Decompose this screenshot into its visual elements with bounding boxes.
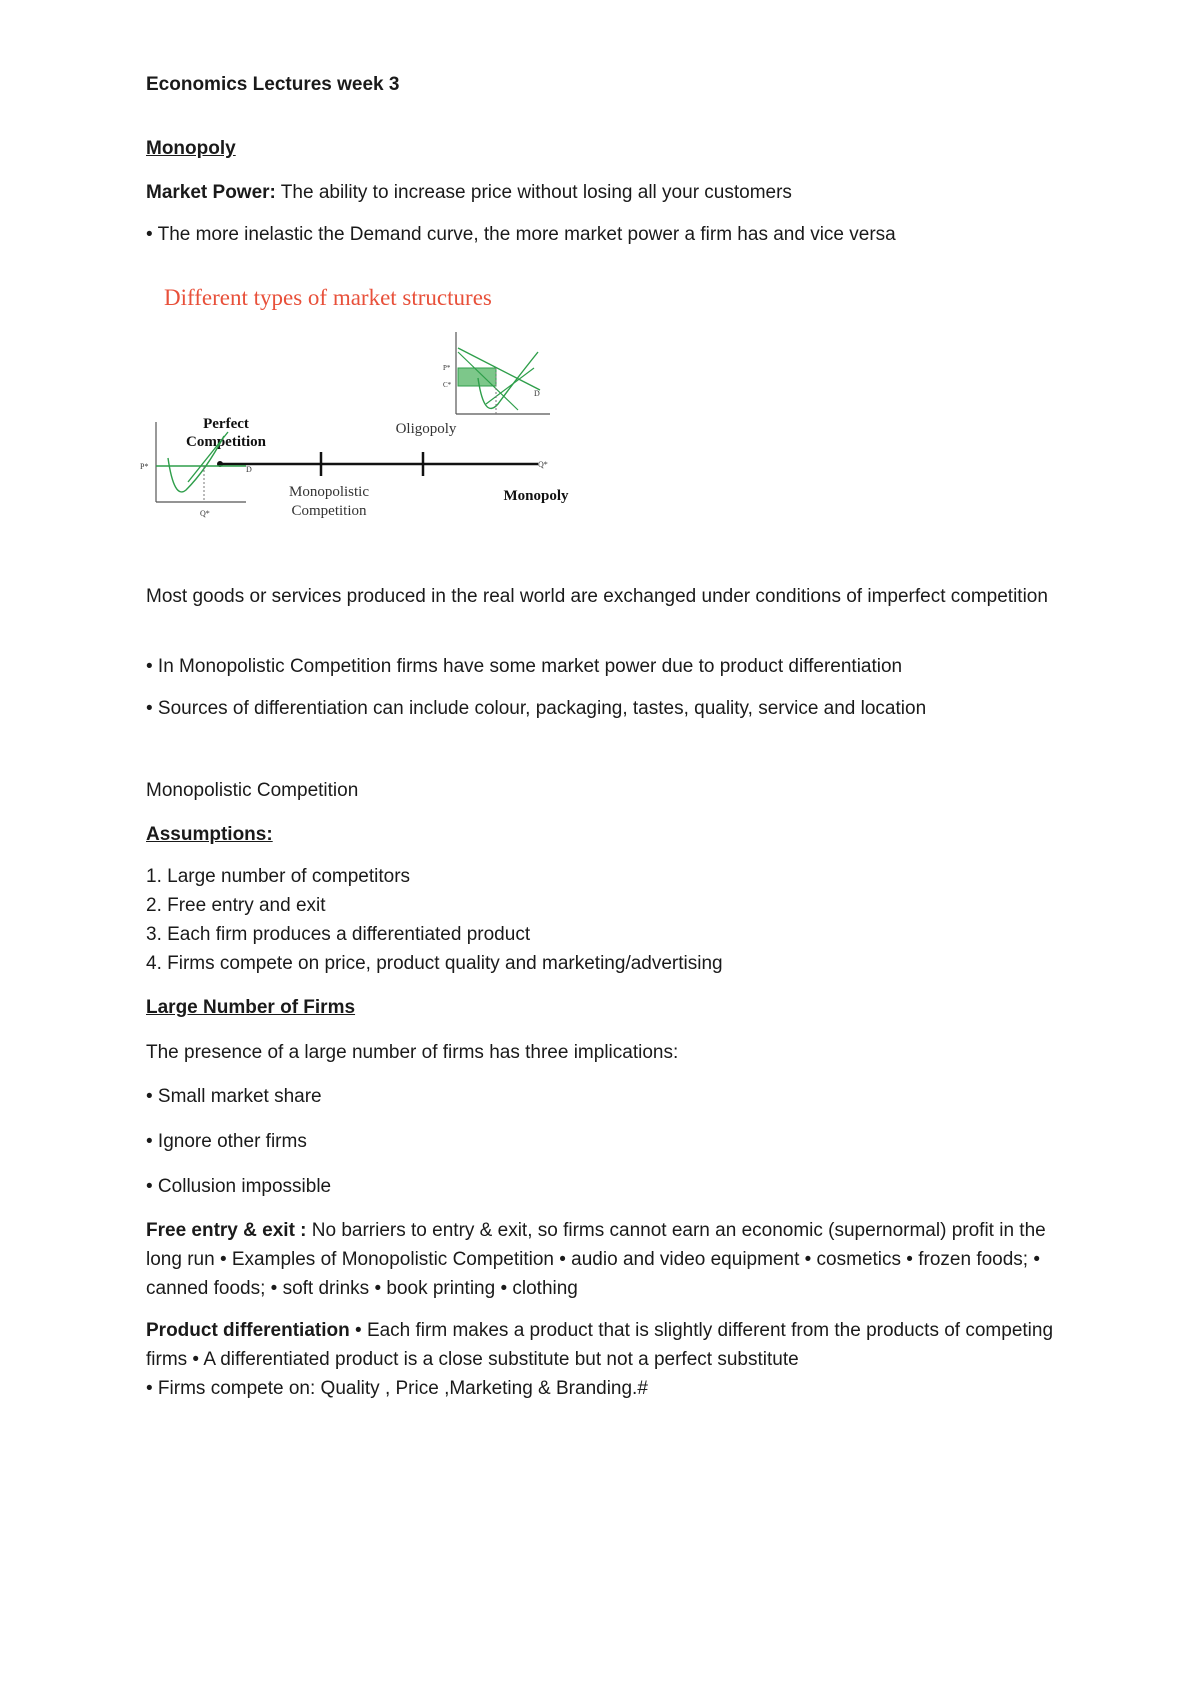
market-power-label: Market Power: — [146, 182, 276, 203]
monopoly-heading: Monopoly — [146, 138, 236, 159]
presence-paragraph: The presence of a large number of firms has three implications: — [146, 1042, 679, 1063]
product-diff-label: Product differentiation — [146, 1320, 350, 1341]
m-c-label: C* — [443, 381, 452, 389]
bullet-inelastic: • The more inelastic the Demand curve, the more market power a firm has and vice versa — [146, 224, 896, 245]
monopolistic-competition-heading: Monopolistic Competition — [146, 780, 359, 801]
bullet-monopolistic-competition: • In Monopolistic Competition firms have some market power due to product differentiation — [146, 656, 903, 677]
large-number-heading: Large Number of Firms — [146, 997, 356, 1018]
product-differentiation-paragraph — [146, 1316, 1076, 1374]
free-entry-text: No barriers to entry & exit, so firms cannot earn an economic (supernormal) profit in the long run • Examples of Monopolistic Competition • audio and video equipment • cosmetics • frozen foods; • canned foods; • soft drinks • book printing • clothing — [146, 1220, 1046, 1299]
m-q-label: Q* — [538, 460, 548, 469]
market-structures-diagram — [140, 270, 616, 570]
label-monopolistic: Monopolistic — [288, 484, 370, 500]
label-monopoly: Monopoly — [503, 488, 569, 504]
document-header: Economics Lectures week 3 — [146, 74, 400, 95]
implication-item: • Collusion impossible — [146, 1176, 332, 1197]
imperfect-competition-paragraph: Most goods or services produced in the real world are exchanged under conditions of imperfect competition — [146, 586, 1048, 607]
pc-p-label: P* — [140, 462, 149, 471]
label-perfect-competition: Competition — [186, 434, 266, 450]
label-monopolistic-competition: Competition — [291, 503, 367, 519]
assumption-item: 3. Each firm produces a differentiated product — [146, 924, 531, 945]
label-oligopoly: Oligopoly — [395, 421, 457, 437]
monopoly-graph — [443, 332, 550, 469]
label-perfect: Perfect — [203, 416, 249, 432]
free-entry-label: Free entry & exit : — [146, 1220, 307, 1241]
bullet-sources-differentiation: • Sources of differentiation can include colour, packaging, tastes, quality, service and location — [146, 698, 927, 719]
market-power-text: The ability to increase price without losing all your customers — [275, 182, 792, 203]
market-structures-svg — [140, 270, 616, 570]
m-p-label: P* — [443, 364, 451, 372]
market-power-paragraph — [146, 178, 792, 207]
assumption-item: 4. Firms compete on price, product quality and marketing/advertising — [146, 953, 723, 974]
diagram-title: Different types of market structures — [164, 285, 492, 310]
assumptions-heading: Assumptions: — [146, 824, 273, 845]
assumption-item: 2. Free entry and exit — [146, 895, 326, 916]
assumption-item: 1. Large number of competitors — [146, 866, 411, 887]
pc-d-label: D — [246, 465, 252, 474]
implication-item: • Ignore other firms — [146, 1131, 307, 1152]
m-d-label: D — [534, 389, 540, 398]
free-entry-paragraph — [146, 1216, 1076, 1303]
firms-compete-line: • Firms compete on: Quality , Price ,Marketing & Branding.# — [146, 1378, 648, 1399]
implication-item: • Small market share — [146, 1086, 322, 1107]
product-diff-text: • Each firm makes a product that is slightly different from the products of competing firms • A differentiated product is a close substitute but not a perfect substitute — [146, 1320, 1054, 1370]
pc-q-label: Q* — [200, 509, 210, 518]
